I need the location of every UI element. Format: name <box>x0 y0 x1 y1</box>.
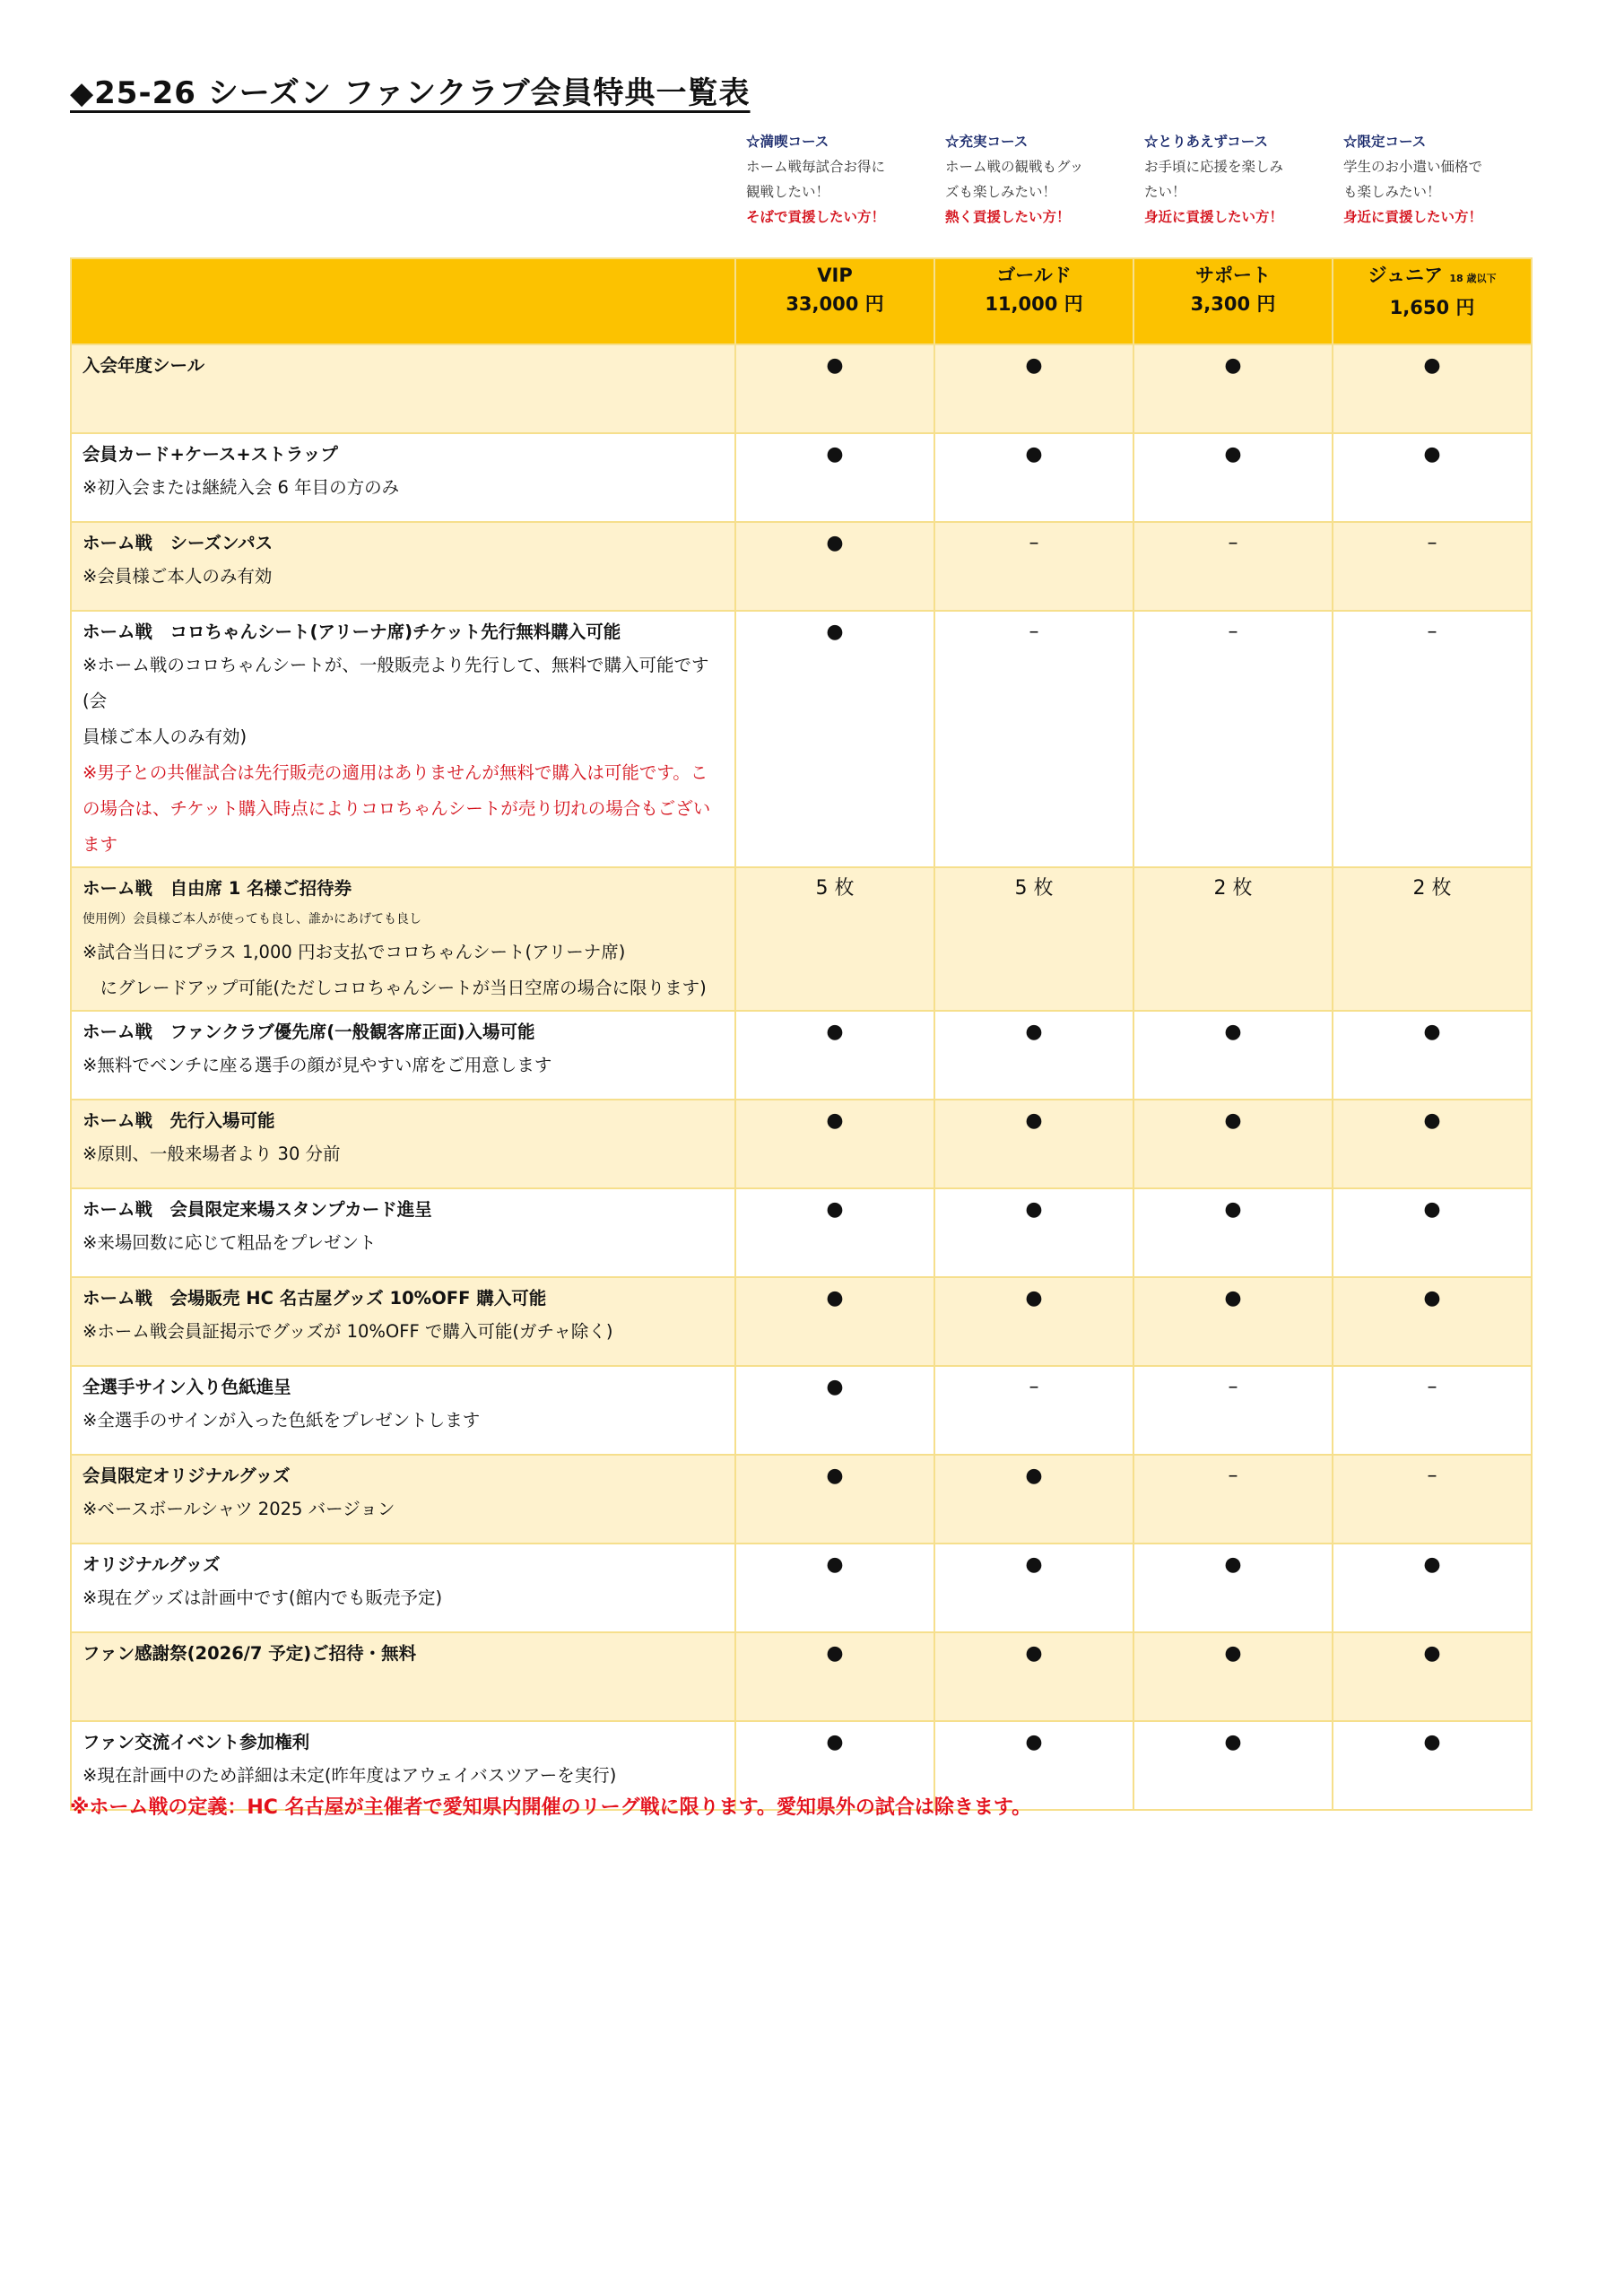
benefit-description-cell <box>71 1188 735 1277</box>
plan-availability-3: – <box>1133 522 1333 611</box>
plan-availability-2: ● <box>934 1100 1133 1188</box>
plan-availability-2: – <box>934 522 1133 611</box>
benefit-note: ※来場回数に応じて粗品をプレゼント <box>83 1232 377 1253</box>
course-name: ☆とりあえずコース <box>1144 133 1268 150</box>
plan-availability-4: ● <box>1333 1277 1532 1366</box>
plan-availability-4: ● <box>1333 433 1532 522</box>
plan-availability-2: ● <box>934 1011 1133 1100</box>
plan-availability-2: – <box>934 1366 1133 1455</box>
plan-name <box>1333 261 1531 293</box>
benefit-row <box>71 433 1532 522</box>
plan-header-2 <box>934 258 1133 344</box>
plan-availability-1: ● <box>735 1455 934 1544</box>
benefit-description-cell <box>71 611 735 867</box>
plan-name-text: ジュニア <box>1368 265 1444 286</box>
plan-availability-4: ● <box>1333 1011 1532 1100</box>
plan-availability-3: ● <box>1133 1277 1333 1366</box>
course-name: ☆限定コース <box>1343 133 1427 150</box>
course-description-line: 観戦したい！ <box>746 184 830 200</box>
plan-availability-2: ● <box>934 433 1133 522</box>
course-3 <box>1144 129 1328 230</box>
benefit-title: ホーム戦 コロちゃんシート(アリーナ席)チケット先行無料購入可能 <box>83 622 621 642</box>
plan-availability-1: ● <box>735 1366 934 1455</box>
plan-availability-2: – <box>934 611 1133 867</box>
benefit-row <box>71 344 1532 433</box>
benefit-description-cell <box>71 867 735 1011</box>
plan-name-text: VIP <box>817 265 853 286</box>
benefit-note: にグレードアップ可能(ただしコロちゃんシートが当日空席の場合に限ります) <box>83 978 707 998</box>
benefit-title: ホーム戦 ファンクラブ優先席(一般観客席正面)入場可能 <box>83 1022 535 1042</box>
plan-availability-3: – <box>1133 1455 1333 1544</box>
plan-name <box>935 261 1133 290</box>
plan-availability-1: ● <box>735 433 934 522</box>
benefit-title: 全選手サイン入り色紙進呈 <box>83 1377 291 1397</box>
plan-availability-2: ● <box>934 1188 1133 1277</box>
benefit-note: ※全選手のサインが入った色紙をプレゼントします <box>83 1410 481 1431</box>
benefit-title: ホーム戦 会員限定来場スタンプカード進呈 <box>83 1199 432 1220</box>
benefit-note: ※ホーム戦のコロちゃんシートが、一般販売より先行して、無料で購入可能です(会 <box>83 655 709 711</box>
benefit-row <box>71 1632 1532 1721</box>
benefit-note: ※ベースボールシャツ 2025 バージョン <box>83 1499 395 1519</box>
benefit-warning-note: の場合は、チケット購入時点によりコロちゃんシートが売り切れの場合もございます <box>83 798 711 855</box>
plan-availability-3: ● <box>1133 1632 1333 1721</box>
benefit-title: ホーム戦 会場販売 HC 名古屋グッズ 10%OFF 購入可能 <box>83 1288 547 1309</box>
plan-availability-1: ● <box>735 522 934 611</box>
benefit-row <box>71 1100 1532 1188</box>
benefit-row <box>71 1544 1532 1632</box>
page-title: ◆25-26 シーズン ファンクラブ会員特典一覧表 <box>70 75 751 111</box>
plan-name <box>1134 261 1332 290</box>
plan-availability-4: – <box>1333 1455 1532 1544</box>
benefit-description-cell <box>71 1277 735 1366</box>
plan-availability-4: 2 枚 <box>1333 867 1532 1011</box>
plan-availability-1: ● <box>735 611 934 867</box>
benefit-title: ホーム戦 先行入場可能 <box>83 1110 275 1131</box>
plan-availability-3: ● <box>1133 1100 1333 1188</box>
plan-availability-1: 5 枚 <box>735 867 934 1011</box>
plan-availability-3: ● <box>1133 1721 1333 1810</box>
benefit-description-cell <box>71 522 735 611</box>
plan-availability-4: ● <box>1333 1632 1532 1721</box>
course-description-line: も楽しみたい！ <box>1343 184 1441 200</box>
benefit-description-cell <box>71 433 735 522</box>
course-description-line: 学生のお小遣い価格で <box>1343 159 1483 175</box>
benefit-note: 員様ご本人のみ有効) <box>83 726 248 747</box>
benefits-table-body <box>71 344 1532 1810</box>
benefit-description-cell <box>71 1455 735 1544</box>
plan-header-4 <box>1333 258 1532 344</box>
benefit-note: ※試合当日にプラス 1,000 円お支払でコロちゃんシート(アリーナ席) <box>83 942 626 962</box>
plan-name-text: ゴールド <box>996 265 1072 286</box>
course-description-line: ホーム戦の観戦もグッ <box>945 159 1084 175</box>
plan-availability-1: ● <box>735 1277 934 1366</box>
plan-availability-2: ● <box>934 1544 1133 1632</box>
benefit-note: ※現在グッズは計画中です(館内でも販売予定) <box>83 1587 443 1608</box>
plan-availability-1: ● <box>735 1100 934 1188</box>
plan-price: 33,000 円 <box>786 293 884 315</box>
plan-price: 3,300 円 <box>1190 293 1276 315</box>
course-slogan: 身近に貢援したい方！ <box>1144 208 1284 225</box>
home-game-definition-note: ※ホーム戦の定義：HC 名古屋が主催者で愛知県内開催のリーグ戦に限ります。愛知県外の試合は除きます。 <box>70 1796 1032 1819</box>
benefit-row <box>71 1011 1532 1100</box>
plan-availability-3: – <box>1133 1366 1333 1455</box>
plan-price: 1,650 円 <box>1389 297 1475 318</box>
benefit-warning-note: ※男子との共催試合は先行販売の適用はありませんが無料で購入は可能です。こ <box>83 762 708 783</box>
plan-availability-4: – <box>1333 611 1532 867</box>
benefit-description-cell <box>71 1011 735 1100</box>
benefit-row <box>71 867 1532 1011</box>
plan-availability-4: – <box>1333 522 1532 611</box>
plan-availability-4: ● <box>1333 1188 1532 1277</box>
benefit-title: ホーム戦 自由席 1 名様ご招待券 <box>83 878 352 899</box>
plan-availability-1: ● <box>735 1721 934 1810</box>
plan-availability-1: ● <box>735 1011 934 1100</box>
benefit-title: ファン交流イベント参加権利 <box>83 1732 310 1752</box>
plan-price: 11,000 円 <box>985 293 1083 315</box>
benefit-description-cell <box>71 344 735 433</box>
benefit-row <box>71 1455 1532 1544</box>
plan-availability-3: ● <box>1133 344 1333 433</box>
plan-availability-1: ● <box>735 1632 934 1721</box>
course-description-line: たい！ <box>1144 184 1186 200</box>
benefit-title: 会員限定オリジナルグッズ <box>83 1465 291 1486</box>
benefit-note: ※初入会または継続入会 6 年目の方のみ <box>83 477 400 498</box>
benefit-description-cell <box>71 1100 735 1188</box>
benefit-title: オリジナルグッズ <box>83 1554 221 1575</box>
plan-availability-3: 2 枚 <box>1133 867 1333 1011</box>
plan-availability-3: – <box>1133 611 1333 867</box>
benefit-row <box>71 522 1532 611</box>
course-slogan: 身近に貢援したい方！ <box>1343 208 1483 225</box>
plan-name <box>736 261 934 290</box>
benefit-title: ファン感謝祭(2026/7 予定)ご招待・無料 <box>83 1643 417 1664</box>
benefit-description-cell <box>71 1632 735 1721</box>
plan-availability-2: ● <box>934 1277 1133 1366</box>
plan-age-limit: 18 歳以下 <box>1449 273 1497 284</box>
plan-header-row <box>71 258 1532 344</box>
plan-availability-3: ● <box>1133 433 1333 522</box>
course-description-line: ズも楽しみたい！ <box>945 184 1057 200</box>
benefit-note: ※ホーム戦会員証掲示でグッズが 10%OFF で購入可能(ガチャ除く) <box>83 1321 613 1342</box>
plan-availability-1: ● <box>735 1544 934 1632</box>
course-name: ☆充実コース <box>945 133 1029 150</box>
plan-availability-3: ● <box>1133 1544 1333 1632</box>
plan-availability-2: ● <box>934 1632 1133 1721</box>
plan-availability-2: ● <box>934 344 1133 433</box>
plan-availability-2: ● <box>934 1455 1133 1544</box>
plan-availability-4: ● <box>1333 1544 1532 1632</box>
benefit-note: ※無料でベンチに座る選手の顔が見やすい席をご用意します <box>83 1055 552 1075</box>
course-description-line: ホーム戦毎試合お得に <box>746 159 886 175</box>
benefit-description-cell <box>71 1366 735 1455</box>
benefit-row <box>71 611 1532 867</box>
plan-availability-1: ● <box>735 344 934 433</box>
plan-header-3 <box>1133 258 1333 344</box>
course-slogan: 熱く貢援したい方！ <box>945 208 1071 225</box>
benefits-table <box>70 257 1533 1811</box>
plan-availability-3: ● <box>1133 1011 1333 1100</box>
benefit-row <box>71 1366 1532 1455</box>
benefit-note: ※会員様ご本人のみ有効 <box>83 566 273 587</box>
plan-header-1 <box>735 258 934 344</box>
course-slogan: そばで貢援したい方！ <box>746 208 886 225</box>
benefit-title: 入会年度シール <box>83 355 205 376</box>
course-2 <box>945 129 1129 230</box>
plan-availability-4: ● <box>1333 1100 1532 1188</box>
benefit-title: ホーム戦 シーズンパス <box>83 533 274 553</box>
benefit-note: ※現在計画中のため詳細は未定(昨年度はアウェイバスツアーを実行) <box>83 1765 617 1786</box>
plan-availability-4: ● <box>1333 344 1532 433</box>
benefit-description-cell <box>71 1544 735 1632</box>
course-4 <box>1343 129 1527 230</box>
benefit-row <box>71 1188 1532 1277</box>
plan-availability-1: ● <box>735 1188 934 1277</box>
plan-availability-2: 5 枚 <box>934 867 1133 1011</box>
course-1 <box>746 129 930 230</box>
plan-availability-2: ● <box>934 1721 1133 1810</box>
plan-name-text: サポート <box>1195 265 1271 286</box>
benefit-note: 使用例）会員様ご本人が使っても良し、誰かにあげても良し <box>83 912 421 926</box>
feature-header-cell <box>71 258 735 344</box>
benefit-row <box>71 1277 1532 1366</box>
course-name: ☆満喫コース <box>746 133 829 150</box>
course-description-line: お手頃に応援を楽しみ <box>1144 159 1284 175</box>
plan-availability-3: ● <box>1133 1188 1333 1277</box>
benefit-note: ※原則、一般来場者より 30 分前 <box>83 1144 341 1164</box>
plan-availability-4: ● <box>1333 1721 1532 1810</box>
benefit-title: 会員カード+ケース+ストラップ <box>83 444 338 465</box>
plan-availability-4: – <box>1333 1366 1532 1455</box>
